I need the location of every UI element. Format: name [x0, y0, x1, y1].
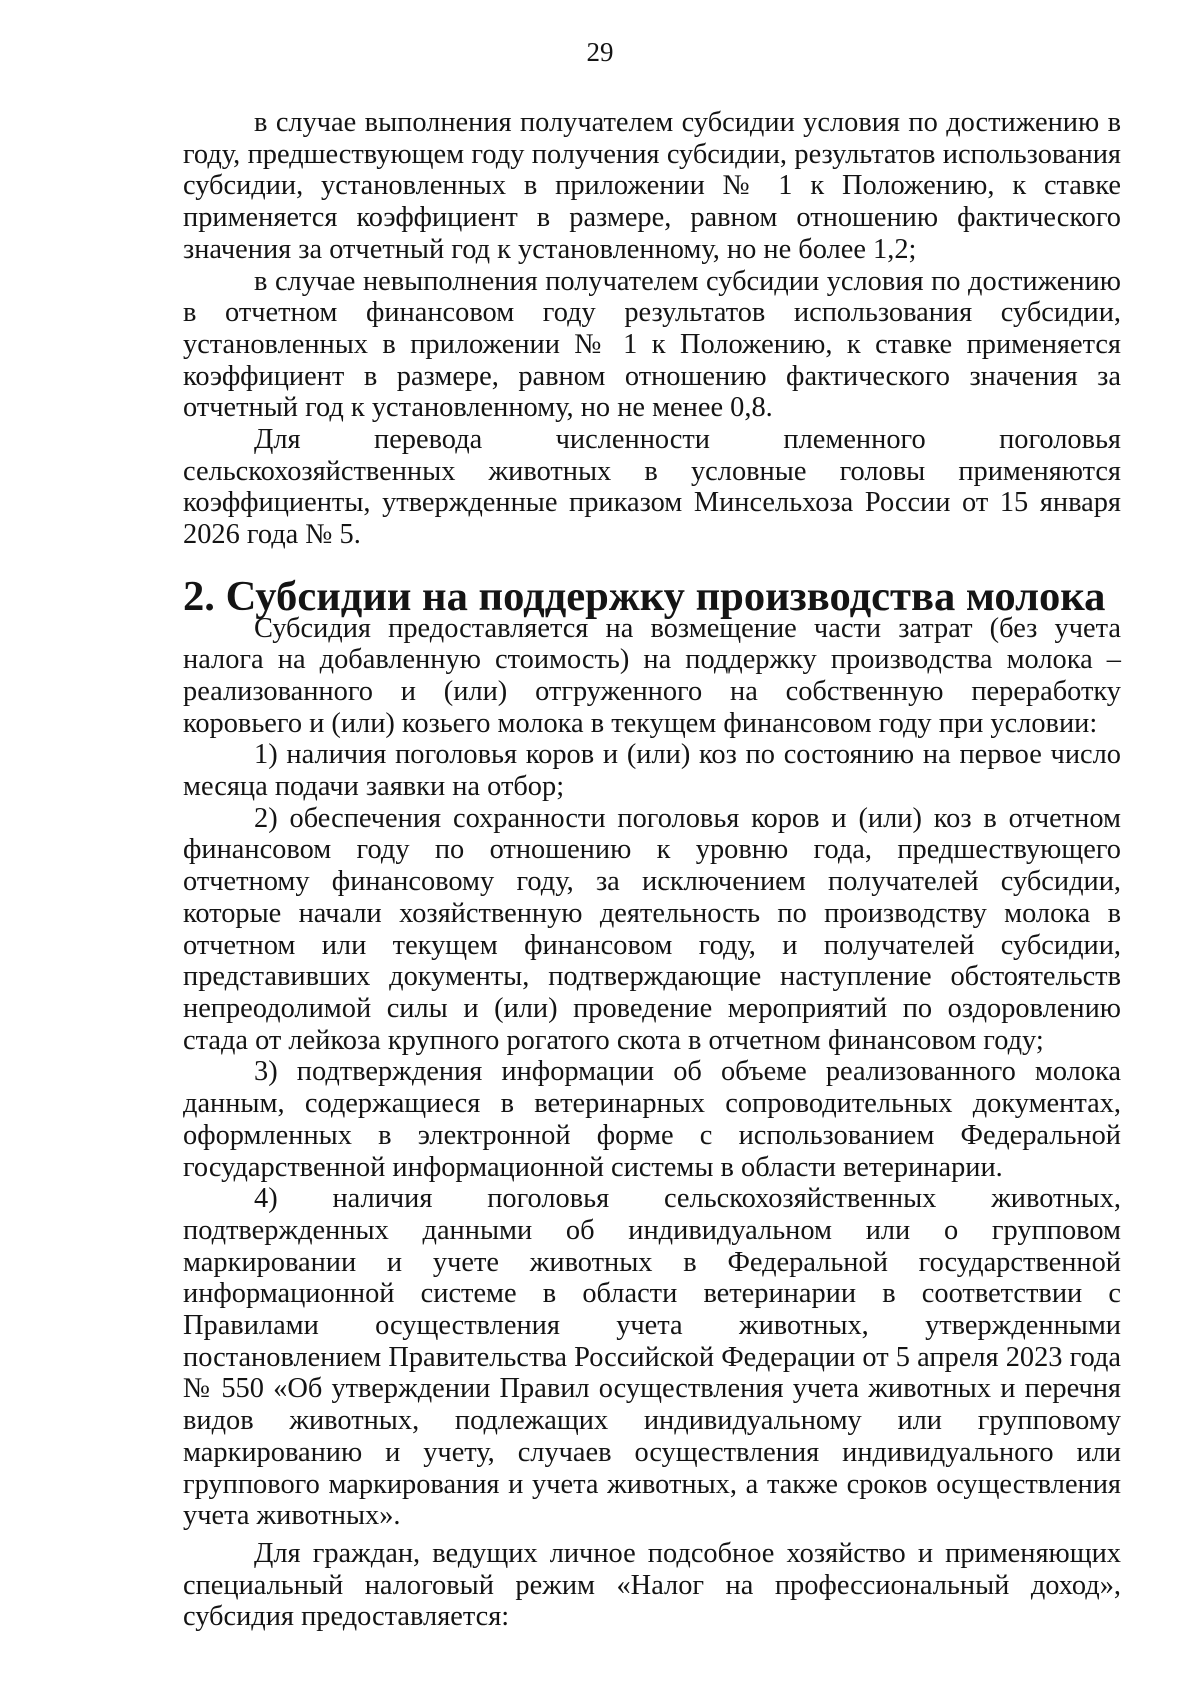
page-number: 29	[586, 37, 614, 67]
paragraph-coefficient-not-achieved: в случае невыполнения получателем субсидии условия по достижению в отчетном финансовом году результатов использования субсидии, установленных в приложении № 1 к Положению, к ставке применяется коэффициент в размере, равном отношению фактического значения за отчетный год к установленному, но не менее 0,8.	[183, 265, 1121, 424]
paragraph-conditional-heads: Для перевода численности племенного поголовья сельскохозяйственных животных в условные головы применяются коэффициенты, утвержденные приказом Минсельхоза России от 15 января 2026 года № 5.	[183, 424, 1121, 551]
condition-item-3: 3) подтверждения информации об объеме реализованного молока данным, содержащиеся в ветеринарных сопроводительных документах, оформленных в электронной форме с использованием Федеральной государственной информационной системы в области ветеринарии.	[183, 1056, 1121, 1183]
paragraph-subsidy-purpose: Субсидия предоставляется на возмещение части затрат (без учета налога на добавленную стоимость) на поддержку производства молока – реализованного и (или) отгруженного на собственную переработку коровьего и (или) козьего молока в текущем финансовом году при условии:	[183, 612, 1121, 739]
paragraph-citizens: Для граждан, ведущих личное подсобное хозяйство и применяющих специальный налоговый режим «Налог на профессиональный доход», субсидия предоставляется:	[183, 1537, 1121, 1633]
document-body	[183, 107, 1121, 1633]
paragraph-coefficient-achieved: в случае выполнения получателем субсидии условия по достижению в году, предшествующем году получения субсидии, результатов использования субсидии, установленных в приложении № 1 к Положению, к ставке применяется коэффициент в размере, равном отношению фактического значения за отчетный год к установленному, но не более 1,2;	[183, 107, 1121, 265]
condition-item-4: 4) наличия поголовья сельскохозяйственных животных, подтвержденных данными об индивидуальном или о групповом маркировании и учете животных в Федеральной государственной информационной системе в области ветеринарии в соответствии с Правилами осуществления учета животных, утвержденными постановлением Правительства Российской Федерации от 5 апреля 2023 года № 550 «Об утверждении Правил осуществления учета животных и перечня видов животных, подлежащих индивидуальному или групповому маркированию и учету, случаев осуществления индивидуального или группового маркирования и учета животных, а также сроков осуществления учета животных».	[183, 1183, 1121, 1532]
condition-item-2: 2) обеспечения сохранности поголовья коров и (или) коз в отчетном финансовом году по отношению к уровню года, предшествующего отчетному финансовому году, за исключением получателей субсидии, которые начали хозяйственную деятельность по производству молока в отчетном или текущем финансовом году, и получателей субсидии, представивших документы, подтверждающие наступление обстоятельств непреодолимой силы и (или) проведение мероприятий по оздоровлению стада от лейкоза крупного рогатого скота в отчетном финансовом году;	[183, 802, 1121, 1056]
section-heading: 2. Субсидии на поддержку производства молока	[183, 572, 1106, 620]
condition-item-1: 1) наличия поголовья коров и (или) коз по состоянию на первое число месяца подачи заявки на отбор;	[183, 739, 1121, 803]
